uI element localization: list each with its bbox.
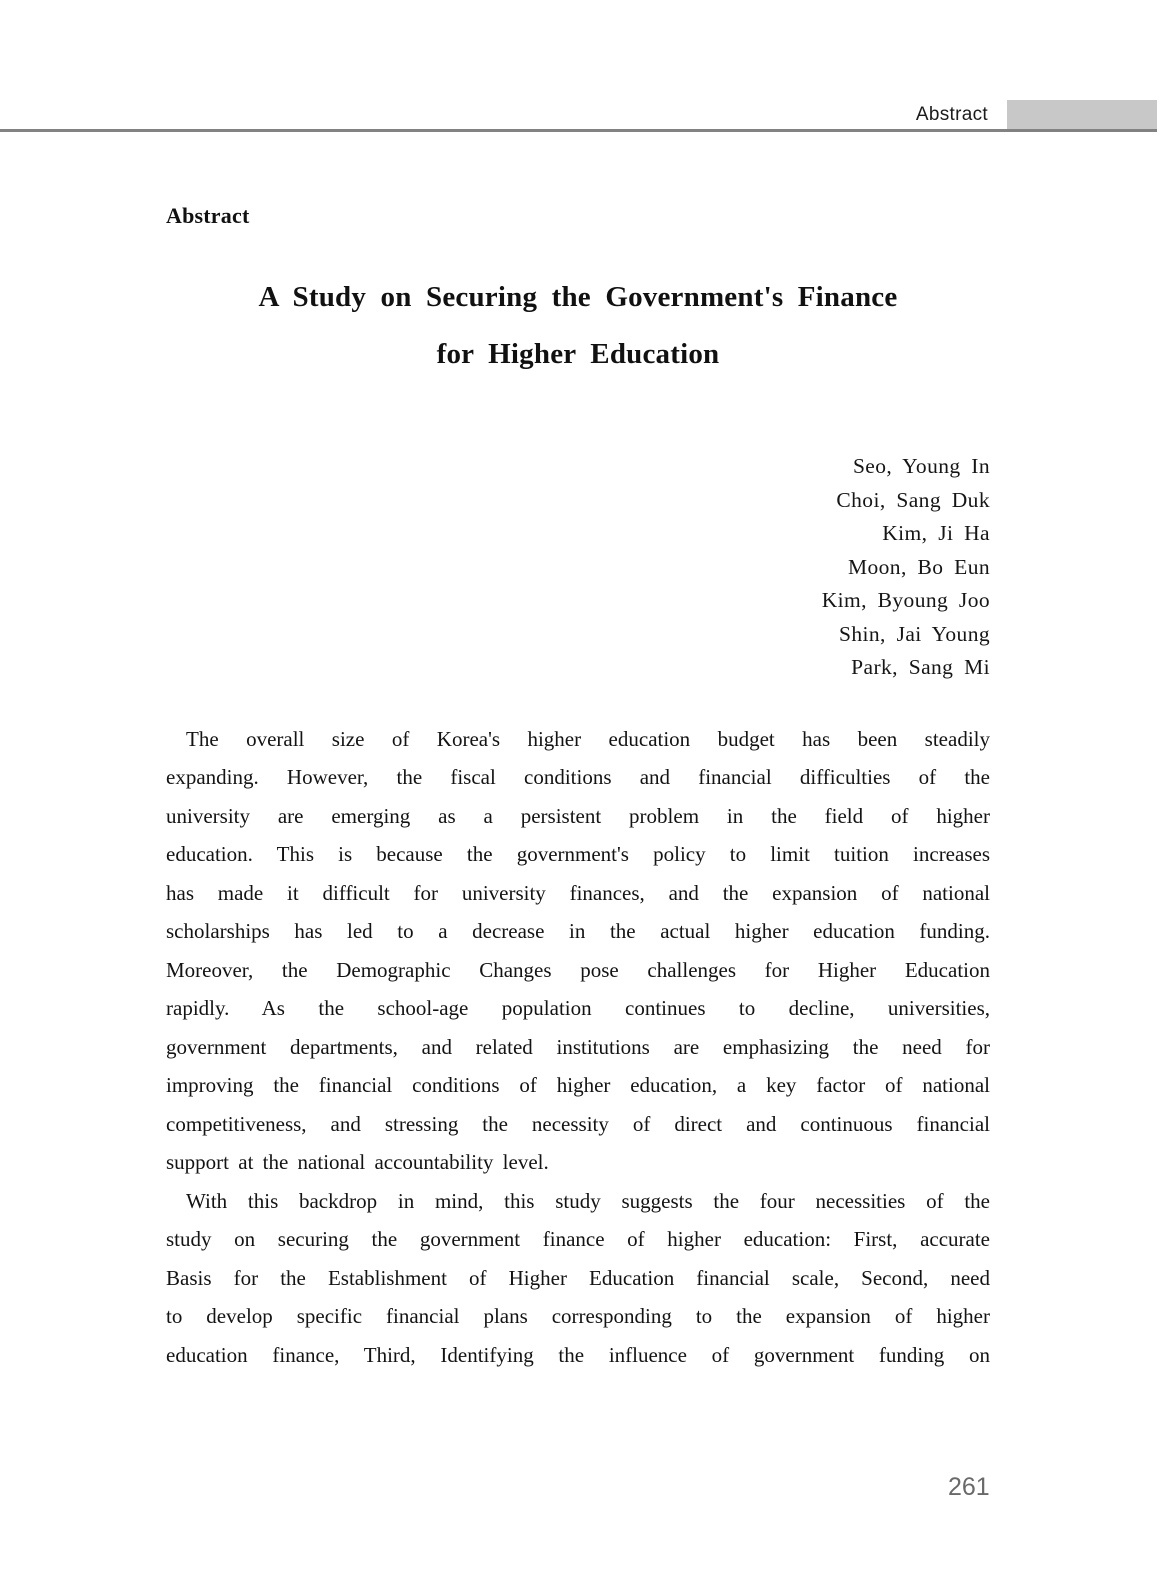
author-name: Shin, Jai Young xyxy=(838,621,990,646)
document-title-line-2: for Higher Education xyxy=(436,338,720,370)
body-text-line: to develop specific financial plans corresponding to the expansion of higher xyxy=(166,1304,990,1328)
body-text-line: Moreover, the Demographic Changes pose challenges for Higher Education xyxy=(166,957,990,982)
author-name: Park, Sang Mi xyxy=(851,655,990,679)
body-text-line: rapidly. As the school-age population continues to decline, universities, xyxy=(166,996,990,1020)
header-decorative-bar xyxy=(1007,100,1157,129)
body-text-line: support at the national accountability level. xyxy=(166,1150,549,1174)
body-text-line: education. This is because the government's policy to limit tuition increases xyxy=(166,842,990,866)
section-heading: Abstract xyxy=(166,203,250,228)
document-title xyxy=(166,269,990,383)
body-text-line: government departments, and related institutions are emphasizing the need for xyxy=(166,1034,990,1059)
author-name: Choi, Sang Duk xyxy=(836,487,990,512)
author-name: Moon, Bo Eun xyxy=(847,554,990,579)
author-name: Seo, Young In xyxy=(852,454,990,478)
body-text-line: scholarships has led to a decrease in the actual higher education funding. xyxy=(166,919,990,943)
content-column xyxy=(166,0,990,1374)
body-text-line: study on securing the government finance of higher education: First, accurate xyxy=(166,1227,990,1251)
body-text-line: competitiveness, and stressing the necessity of direct and continuous financial xyxy=(166,1111,990,1136)
body-text-line: has made it difficult for university finances, and the expansion of national xyxy=(166,880,990,905)
running-header-label: Abstract xyxy=(915,104,988,125)
body-text-line: education finance, Third, Identifying the influence of government funding on xyxy=(166,1342,990,1367)
authors xyxy=(166,450,990,685)
body-text-line: university are emerging as a persistent problem in the field of higher xyxy=(166,803,990,828)
body-text-line: Basis for the Establishment of Higher Education financial scale, Second, need xyxy=(166,1265,990,1290)
author-name: Kim, Ji Ha xyxy=(882,521,990,545)
author-name: Kim, Byoung Joo xyxy=(821,588,990,612)
body-text-line: expanding. However, the fiscal conditions and financial difficulties of the xyxy=(166,765,990,789)
body-text-line: improving the financial conditions of higher education, a key factor of national xyxy=(166,1073,990,1097)
page-number: 261 xyxy=(948,1473,990,1501)
body-text-line: The overall size of Korea's higher education budget has been steadily xyxy=(186,726,990,751)
abstract-body xyxy=(166,720,990,1375)
document-title-line-1: A Study on Securing the Government's Finance xyxy=(258,281,898,313)
body-text-line: With this backdrop in mind, this study suggests the four necessities of the xyxy=(186,1188,990,1213)
